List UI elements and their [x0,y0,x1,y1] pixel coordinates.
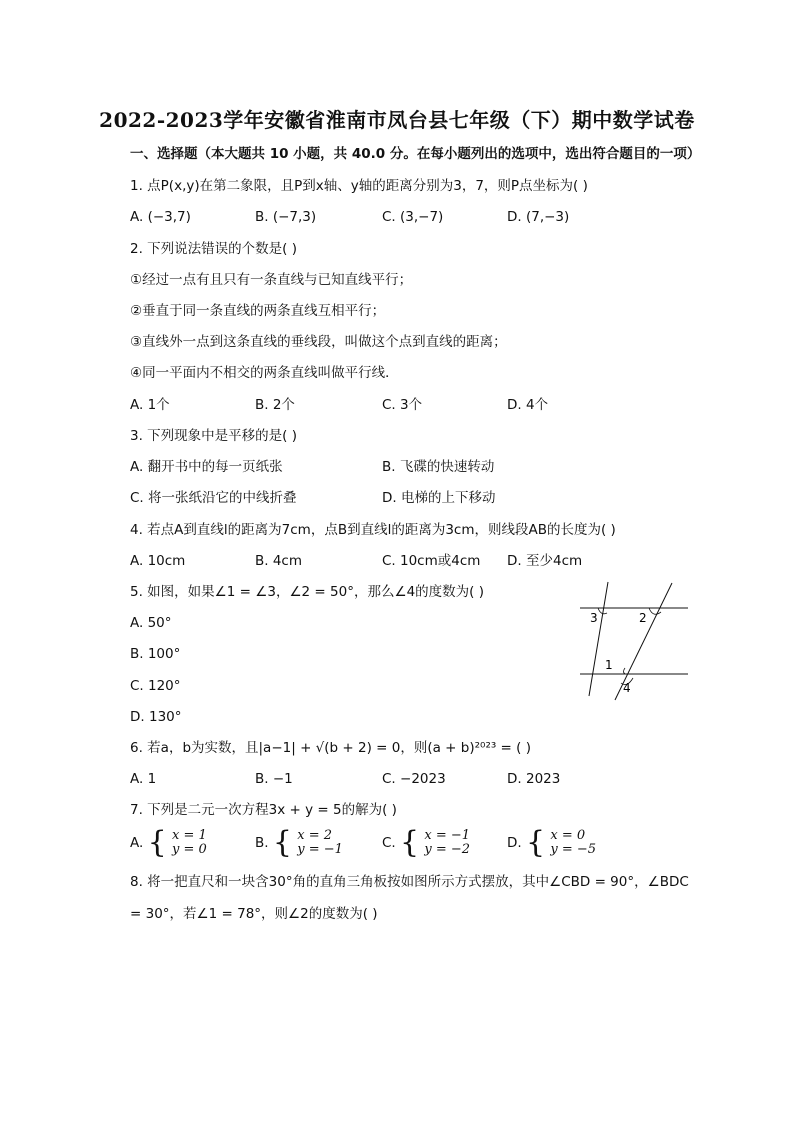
section-heading: 一、选择题（本大题共 10 小题，共 40.0 分。在每小题列出的选项中，选出符合题目的一项） [130,146,701,162]
q7-option-a-system [172,829,207,857]
q4-option-d[interactable]: D. 至少4cm [507,553,583,569]
q7-option-d-label: D. [507,835,522,851]
system-brace-icon: { [147,825,167,860]
q5-figure [575,578,695,703]
q1-option-d[interactable]: D. (7,−3) [507,209,570,225]
q7-option-c[interactable] [382,825,471,860]
q2-statement-2: ②垂直于同一条直线的两条直线互相平行； [130,303,386,319]
q6-option-b[interactable]: B. −1 [255,771,293,787]
question-7-stem: 7. 下列是二元一次方程3x + y = 5的解为( ) [130,802,397,818]
q4-option-a[interactable]: A. 10cm [130,553,186,569]
q2-statement-4: ④同一平面内不相交的两条直线叫做平行线． [130,365,399,381]
transversal-left [589,582,608,696]
q6-option-a[interactable]: A. 1 [130,771,157,787]
fig-label-1: 1 [605,658,613,672]
fig-label-4: 4 [623,681,631,695]
q6-option-c[interactable]: C. −2023 [382,771,446,787]
q5-option-a[interactable]: A. 50° [130,615,172,631]
q7-c-eq1: x = −1 [424,828,471,843]
q3-option-b[interactable]: B. 飞碟的快速转动 [382,459,495,475]
q3-option-d[interactable]: D. 电梯的上下移动 [382,490,496,506]
question-8-stem-line-2: = 30°，若∠1 = 78°，则∠2的度数为( ) [130,906,378,922]
page-title: 2022-2023学年安徽省淮南市凤台县七年级（下）期中数学试卷 [99,108,695,132]
q1-option-b[interactable]: B. (−7,3) [255,209,317,225]
q7-b-eq2: y = −1 [297,842,343,857]
question-3-stem: 3. 下列现象中是平移的是( ) [130,428,297,444]
q2-option-c[interactable]: C. 3个 [382,397,423,413]
q7-b-eq1: x = 2 [297,828,333,843]
q7-option-a-label: A. [130,835,144,851]
q2-option-a[interactable]: A. 1个 [130,397,170,413]
q7-option-b-system [297,829,343,857]
q7-d-eq1: x = 0 [550,828,586,843]
q1-option-c[interactable]: C. (3,−7) [382,209,444,225]
q7-option-a[interactable] [130,825,207,860]
q2-statement-1: ①经过一点有且只有一条直线与已知直线平行； [130,272,413,288]
q4-option-b[interactable]: B. 4cm [255,553,303,569]
question-5-stem: 5. 如图，如果∠1 = ∠3，∠2 = 50°，那么∠4的度数为( ) [130,584,484,600]
q7-option-c-system [424,829,470,857]
q7-a-eq1: x = 1 [171,828,207,843]
question-8-stem-line-1: 8. 将一把直尺和一块含30°角的直角三角板按如图所示方式摆放，其中∠CBD = 90°，∠BDC [130,874,689,890]
q2-option-b[interactable]: B. 2个 [255,397,295,413]
q2-statement-3: ③直线外一点到这条直线的垂线段，叫做这个点到直线的距离； [130,334,507,350]
system-brace-icon: { [525,825,546,860]
q7-d-eq2: y = −5 [550,842,597,857]
q1-option-a[interactable]: A. (−3,7) [130,209,191,225]
q7-option-b[interactable] [255,825,343,860]
q5-option-d[interactable]: D. 130° [130,709,182,725]
q7-option-d-system [550,829,596,857]
q7-a-eq2: y = 0 [171,842,207,857]
q3-option-a[interactable]: A. 翻开书中的每一页纸张 [130,459,283,475]
angle-1-arc [624,668,626,674]
q3-option-c[interactable]: C. 将一张纸沿它的中线折叠 [130,490,297,506]
question-2-stem: 2. 下列说法错误的个数是( ) [130,241,297,257]
question-1-stem: 1. 点P(x,y)在第二象限，且P到x轴、y轴的距离分别为3，7，则P点坐标为( ) [130,178,588,194]
q7-c-eq2: y = −2 [424,842,471,857]
system-brace-icon: { [272,825,292,860]
q2-option-d[interactable]: D. 4个 [507,397,549,413]
question-6-stem: 6. 若a，b为实数，且|a−1| + √(b + 2) = 0，则(a + b)²⁰²³ = ( ) [130,740,531,756]
system-brace-icon: { [400,825,420,860]
q6-option-d[interactable]: D. 2023 [507,771,561,787]
q7-option-d[interactable] [507,825,597,860]
fig-label-2: 2 [639,611,647,625]
q7-option-b-label: B. [255,835,269,851]
q5-option-c[interactable]: C. 120° [130,678,181,694]
q7-option-c-label: C. [382,835,396,851]
question-4-stem: 4. 若点A到直线l的距离为7cm，点B到直线l的距离为3cm，则线段AB的长度为( ) [130,522,616,538]
q4-option-c[interactable]: C. 10cm或4cm [382,553,481,569]
q5-option-b[interactable]: B. 100° [130,646,181,662]
fig-label-3: 3 [590,611,598,625]
